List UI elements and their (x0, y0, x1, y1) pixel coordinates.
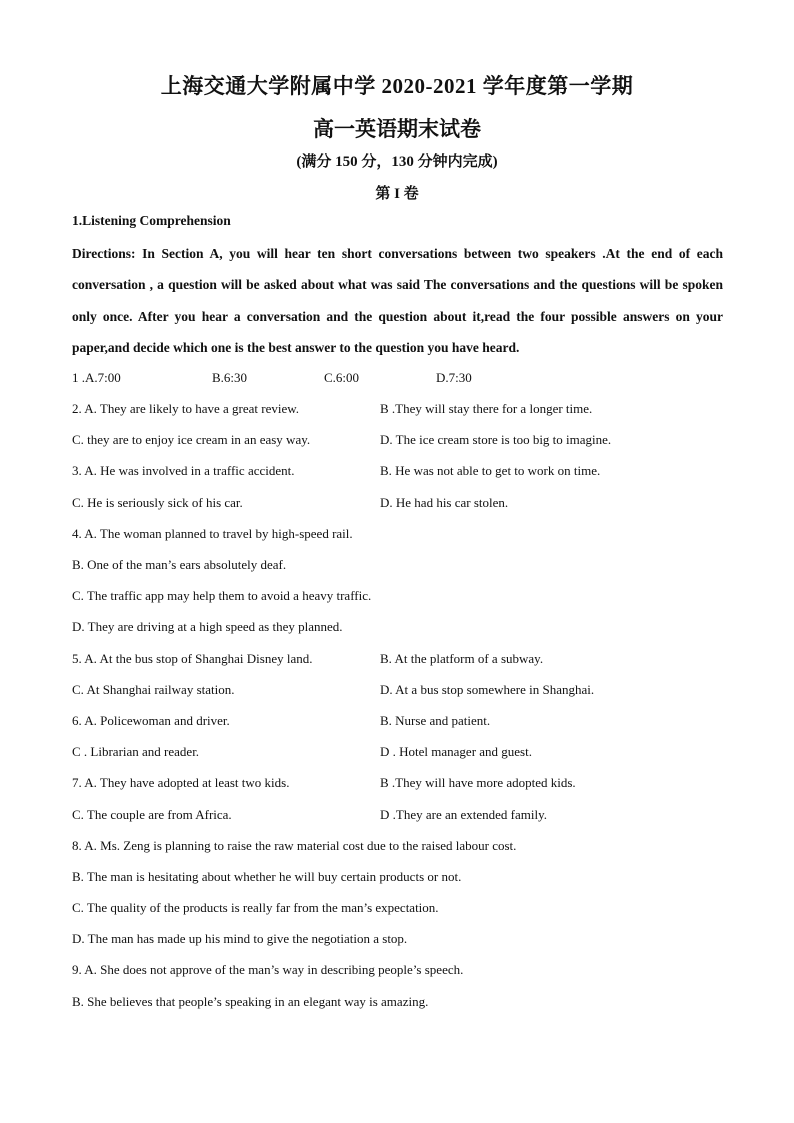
q1-option-c: C.6:00 (324, 370, 360, 385)
exam-title: 上海交通大学附属中学 2020-2021 学年度第一学期 (160, 74, 634, 98)
q1-option-b: B.6:30 (212, 370, 248, 385)
q3-option-a: 3. A. He was involved in a traffic accident. (72, 463, 295, 478)
q2-option-c: C. they are to enjoy ice cream in an easy way. (72, 432, 311, 447)
q3-option-c: C. He is seriously sick of his car. (72, 495, 243, 510)
section-directions: Directions: In Section A, you will hear ten short conversations between two speakers .At the end of each conversation , a question will be asked about what was said The conversations and the questions will be spoken only once. After you hear a conversation and the question about it,read the four possible answers on your paper,and decide which one is the best answer to the question you have heard. (72, 246, 723, 355)
q4-option-c: C. The traffic app may help them to avoid a heavy traffic. (72, 588, 372, 603)
q4-option-a: 4. A. The woman planned to travel by high-speed rail. (72, 526, 353, 541)
q9-option-a: 9. A. She does not approve of the man’s way in describing people’s speech. (72, 962, 464, 977)
score-time-note: (满分 150 分，130 分钟内完成) (296, 154, 498, 170)
q8-option-b: B. The man is hesitating about whether he will buy certain products or not. (72, 869, 462, 884)
q5-option-d: D. At a bus stop somewhere in Shanghai. (380, 682, 595, 697)
q2-option-d: D. The ice cream store is too big to imagine. (380, 432, 612, 447)
q6-option-a: 6. A. Policewoman and driver. (72, 713, 230, 728)
q8-option-c: C. The quality of the products is really far from the man’s expectation. (72, 900, 439, 915)
q1-option-a: 1 .A.7:00 (72, 370, 121, 385)
q7-option-d: D .They are an extended family. (380, 807, 548, 822)
q2-option-b: B .They will stay there for a longer time. (380, 401, 593, 416)
q8-option-d: D. The man has made up his mind to give the negotiation a stop. (72, 931, 408, 946)
q3-option-b: B. He was not able to get to work on time. (380, 463, 601, 478)
q6-option-b: B. Nurse and patient. (380, 713, 491, 728)
q9-option-b: B. She believes that people’s speaking in an elegant way is amazing. (72, 994, 429, 1009)
q6-option-d: D . Hotel manager and guest. (380, 744, 532, 759)
q4-option-b: B. One of the man’s ears absolutely deaf. (72, 557, 287, 572)
section-title: 1.Listening Comprehension (72, 213, 231, 228)
q2-option-a: 2. A. They are likely to have a great review. (72, 401, 300, 416)
volume-label: 第 I 卷 (375, 186, 419, 202)
q8-option-a: 8. A. Ms. Zeng is planning to raise the raw material cost due to the raised labour cost. (72, 838, 517, 853)
q5-option-b: B. At the platform of a subway. (380, 651, 544, 666)
q7-option-a: 7. A. They have adopted at least two kids. (72, 775, 290, 790)
q4-option-d: D. They are driving at a high speed as they planned. (72, 619, 343, 634)
exam-subtitle-title: 高一英语期末试卷 (313, 117, 481, 141)
q7-option-b: B .They will have more adopted kids. (380, 775, 576, 790)
q5-option-a: 5. A. At the bus stop of Shanghai Disney land. (72, 651, 313, 666)
q5-option-c: C. At Shanghai railway station. (72, 682, 235, 697)
q6-option-c: C . Librarian and reader. (72, 744, 200, 759)
q1-option-d: D.7:30 (436, 370, 472, 385)
q3-option-d: D. He had his car stolen. (380, 495, 509, 510)
q7-option-c: C. The couple are from Africa. (72, 807, 232, 822)
